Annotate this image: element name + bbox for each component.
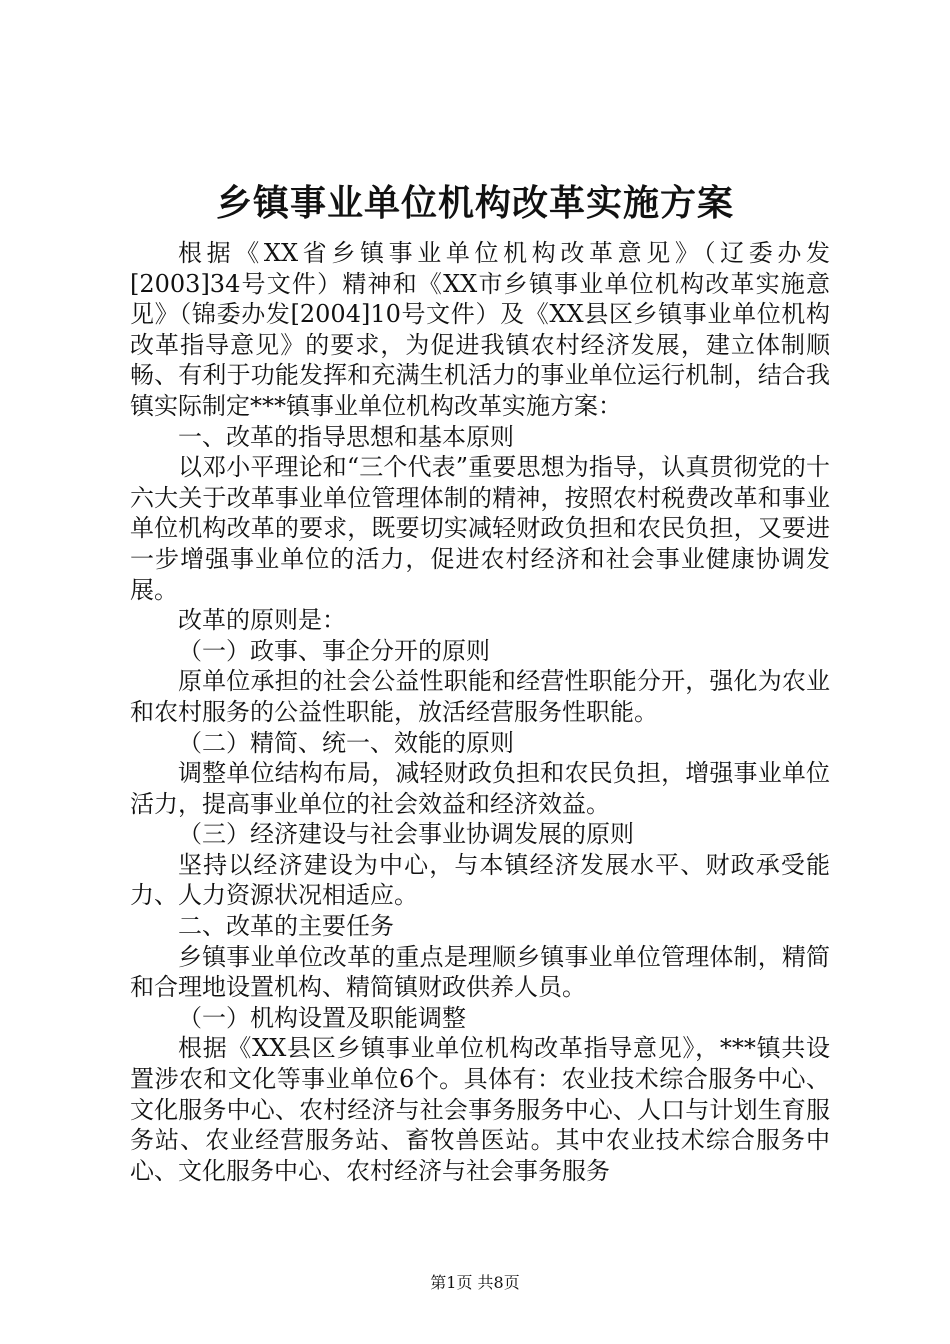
page-footer: 第1页 共8页 [430,1273,520,1292]
paragraph-intro: 根据《XX省乡镇事业单位机构改革意见》（辽委办发[2003]34号文件）精神和《XX市乡镇事业单位机构改革实施意见》（锦委办发[2004]10号文件）及《XX县区乡镇事业单位机构改革指导意见》的要求，为促进我镇农村经济发展，建立体制顺畅、有利于功能发挥和充满生机活力的事业单位运行机制，结合我镇实际制定***镇事业单位机构改革实施方案： [130,239,830,420]
document-title: 乡镇事业单位机构改革实施方案 [215,182,734,224]
subheading-task-1: （一）机构设置及职能调整 [178,1003,466,1032]
subheading-principle-1: （一）政事、事企分开的原则 [178,636,490,665]
paragraph-principle-3: 坚持以经济建设为中心，与本镇经济发展水平、财政承受能力、人力资源状况相适应。 [130,850,830,910]
section-heading-2: 二、改革的主要任务 [178,912,394,941]
paragraph-principle-2: 调整单位结构布局，减轻财政负担和农民负担，增强事业单位活力，提高事业单位的社会效益和经济效益。 [130,759,830,818]
paragraph-principle-1: 原单位承担的社会公益性职能和经营性职能分开，强化为农业和农村服务的公益性职能，放活经营服务性职能。 [130,667,830,726]
subheading-principle-2: （二）精简、统一、效能的原则 [178,728,514,757]
paragraph-guiding-thought: 以邓小平理论和“三个代表”重要思想为指导，认真贯彻党的十六大关于改革事业单位管理体制的精神，按照农村税费改革和事业单位机构改革的要求，既要切实减轻财政负担和农民负担，又要进一步增强事业单位的活力，促进农村经济和社会事业健康协调发展。 [130,453,830,604]
section-heading-1: 一、改革的指导思想和基本原则 [178,422,514,451]
paragraph-main-tasks: 乡镇事业单位改革的重点是理顺乡镇事业单位管理体制，精简和合理地设置机构、精简镇财政供养人员。 [130,942,830,1002]
document-body [130,238,830,1186]
paragraph-principles-lead: 改革的原则是： [178,606,346,635]
subheading-principle-3: （三）经济建设与社会事业协调发展的原则 [178,820,634,849]
paragraph-task-1: 根据《XX县区乡镇事业单位机构改革指导意见》，***镇共设置涉农和文化等事业单位6个。具体有：农业技术综合服务中心、文化服务中心、农村经济与社会事务服务中心、人口与计划生育服务站、农业经营服务站、畜牧兽医站。其中农业技术综合服务中心、文化服务中心、农村经济与社会事务服务 [130,1034,830,1185]
